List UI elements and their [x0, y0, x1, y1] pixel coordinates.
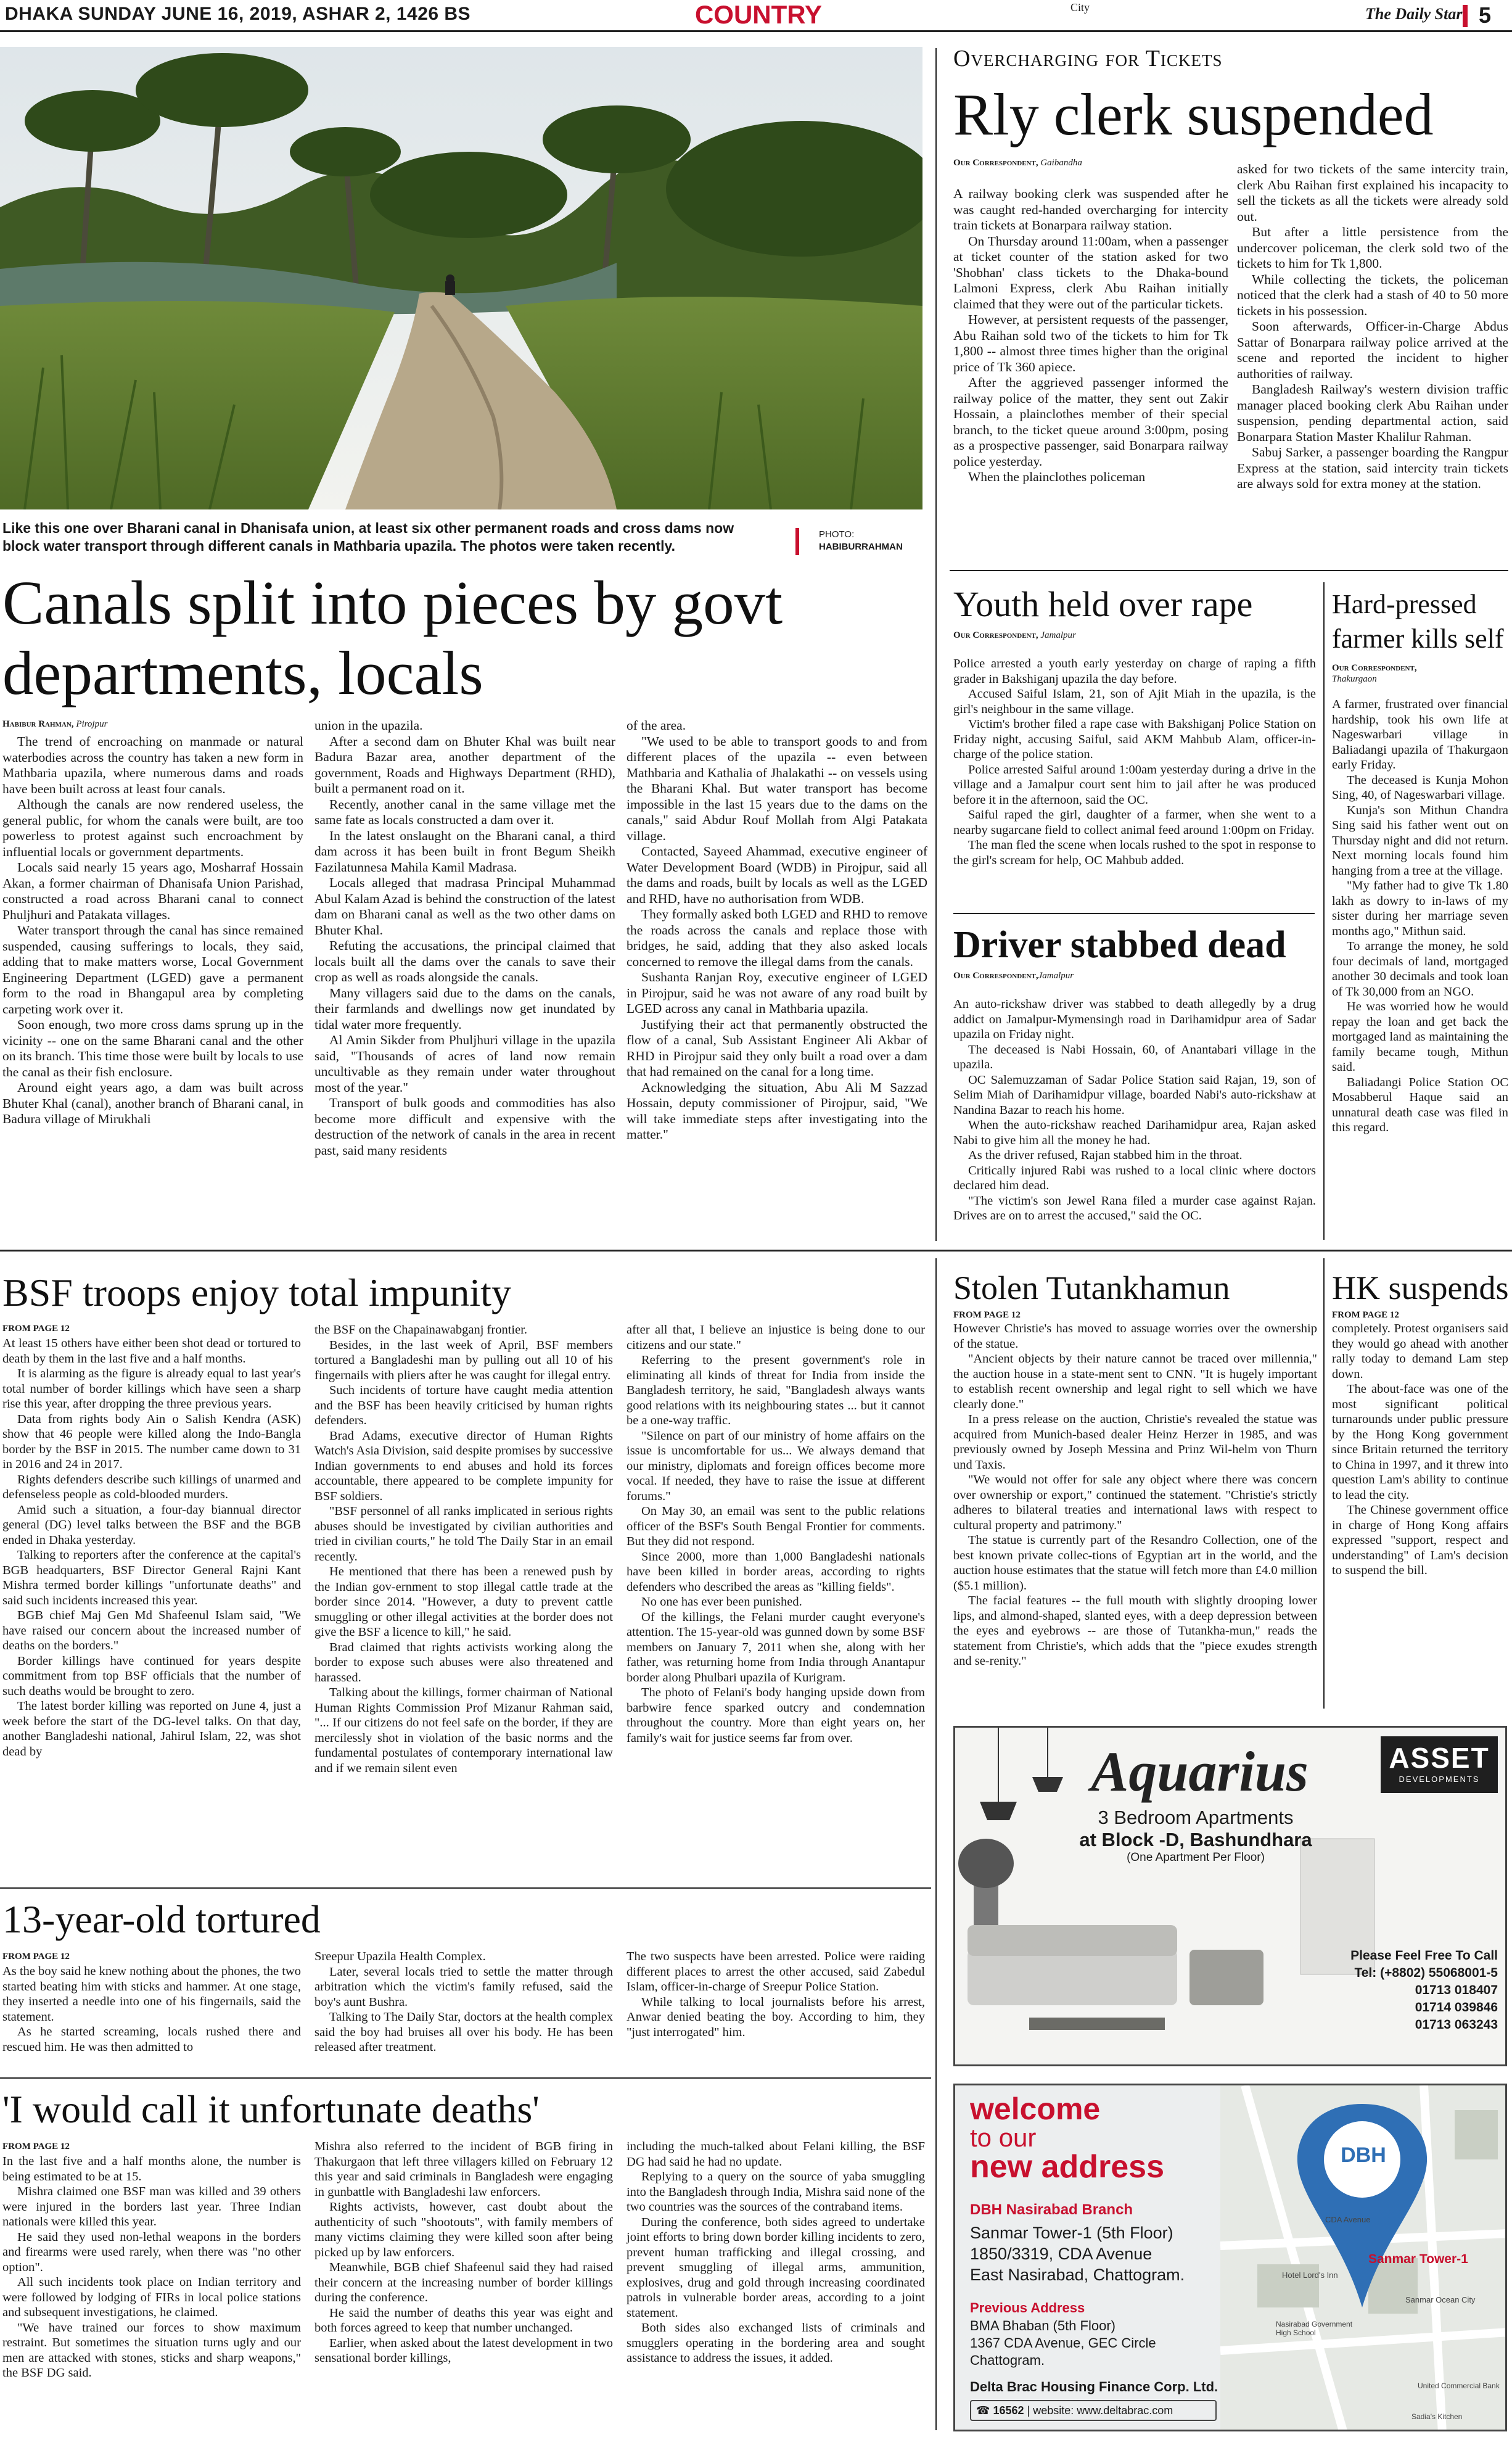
rly-col2	[1237, 162, 1508, 492]
photo-credit-name: HABIBURRAHMAN	[819, 542, 903, 552]
paragraph: Bangladesh Railway's western division traffic manager placed booking clerk Abu Raihan under suspension, pending departmental action, said Bonarpara Station Master Khalilur Rahman.	[1237, 382, 1508, 444]
paragraph: Although the canals are now rendered useless, the general public, for whom the canals were built, are too powerless to protest against such encroachment by influential locals or government departments.	[2, 797, 303, 859]
prev-line: BMA Bhaban (5th Floor)	[970, 2318, 1116, 2333]
aquarius-brand: Aquarius	[1091, 1740, 1309, 1803]
dbh-company: Delta Brac Housing Finance Corp. Ltd.	[970, 2379, 1218, 2394]
map-place: Hotel Lord's Inn	[1282, 2270, 1338, 2280]
map-place: Sanmar Ocean City	[1405, 2295, 1476, 2304]
section-divider	[0, 1887, 931, 1889]
paragraph: Amid such a situation, a four-day biannual director general (DG) level talks between the BSF and the BGB ended in Dhaka yesterday.	[2, 1503, 301, 1547]
call-title: Please Feel Free To Call	[1350, 1948, 1498, 1963]
paragraph: All such incidents took place on Indian territory and were followed by lodging of FIRs in local police stations and subsequent investigations, he claimed.	[2, 2275, 301, 2319]
unfortunate-headline: 'I would call it unfortunate deaths'	[2, 2087, 540, 2131]
asset-logo-text: ASSET	[1389, 1742, 1490, 1774]
paragraph: An auto-rickshaw driver was stabbed to death allegedly by a drug addict on Jamalpur-Mymensingh road in Darihamidpur area of Sadar upazila on Friday night.	[953, 997, 1316, 1041]
paragraph: After the aggrieved passenger informed the railway police of the matter, they sent out Zakir Hossain, a plainclothes member of their special branch, to the ticket queue around 3:00pm, posing as a prospective passenger, said Bonarpara railway police yesterday.	[953, 375, 1228, 469]
paragraph: Replying to a query on the source of yaba smuggling into the Bangladesh through India, Mishra said none of the two countries was the sources of the contraband items.	[627, 2170, 925, 2214]
paragraph: Meanwhile, BGB chief Shafeenul said they had raised their concern at the increasing number of border killings during the conference.	[314, 2261, 613, 2304]
paragraph: However, at persistent requests of the passenger, Abu Raihan sold two of the tickets to him for Tk 1,800 -- almost three times higher than the original price of Tk 360 apiece.	[953, 312, 1228, 374]
paragraph: He was worried how he would repay the loan and get back the mortgaged land as maintaining the family became tough, Mithun said.	[1332, 1000, 1508, 1074]
paragraph: Soon enough, two more cross dams sprung up in the vicinity -- one on the same Bharani canal and the other on its branch. This time those were built by locals to use the canal as their fish enclosure.	[2, 1017, 303, 1079]
unfortunate-col2	[314, 2139, 613, 2366]
unfortunate-col3	[627, 2139, 925, 2366]
unfortunate-col1	[2, 2154, 301, 2381]
paragraph: Water transport through the canal has since remained suspended, causing sufferings to locals, they said, adding that to make matters worse, Local Government Engineering Department (LGED) gave a permanent form to the road in Bhangapul area by completing carpeting work over it.	[2, 923, 303, 1016]
paragraph: the BSF on the Chapainawabganj frontier.	[314, 1323, 528, 1337]
paragraph: union in the upazila.	[314, 718, 423, 733]
paragraph: "The victim's son Jewel Rana filed a murder case against Rajan. Drives are on to arrest the accused," said the OC.	[953, 1194, 1316, 1223]
tortured-col1	[2, 1964, 301, 2055]
map-place: United Commercial Bank	[1418, 2381, 1500, 2390]
ad-aquarius[interactable]	[953, 1726, 1507, 2066]
paragraph: Justifying their act that permanently obstructed the flow of a canal, Sub Assistant Engineer Ali Akbar of RHD in Pirojpur said they only built a road over a dam that had remained on the canal for a long time.	[627, 1016, 927, 1079]
paragraph: It is alarming as the figure is already equal to last year's total number of border killings which have seen a sharp rise this year, after dropping the three previous years.	[2, 1367, 301, 1411]
youth-headline: Youth held over rape	[953, 584, 1253, 624]
dbh-new-address: new address	[970, 2149, 1165, 2185]
hk-headline: HK suspends	[1332, 1269, 1509, 1306]
paragraph: Earlier, when asked about the latest development in two sensational border killings,	[314, 2336, 613, 2365]
paragraph: Recently, another canal in the same village met the same fate as locals constructed a dam over it.	[314, 796, 615, 827]
paragraph: of the area.	[627, 718, 686, 733]
paragraph: Both sides also exchanged lists of criminals and smugglers operating in the bordering area and sought assistance to address the issues, it added.	[627, 2321, 925, 2365]
tortured-from: FROM PAGE 12	[2, 1952, 70, 1961]
paragraph: Kunja's son Mithun Chandra Sing said his father went out on Thursday night and did not return. Next morning locals found him hanging from a tree at the village.	[1332, 803, 1508, 878]
paragraph: A railway booking clerk was suspended after he was caught red-handed overcharging for intercity train tickets at Bonarpara railway station.	[953, 186, 1228, 233]
paragraph: Saiful raped the girl, daughter of a farmer, when she went to a nearby sugarcane field to collect animal feed around 1:00pm on Friday.	[953, 808, 1316, 837]
section-divider	[953, 913, 1315, 914]
masthead	[0, 0, 1512, 32]
tortured-col3	[627, 1949, 925, 2040]
paragraph: Later, several locals tried to settle the matter through arbitration which the victim's family refused, said the boy's aunt Bushra.	[314, 1965, 613, 2009]
paragraph: Mishra claimed one BSF man was killed and 39 others were injured in the borders last year. Three Indian nationals were killed this year.	[2, 2185, 301, 2229]
farmer-byline: Our Correspondent, Thakurgaon	[1332, 663, 1417, 684]
paragraph: Talking to The Daily Star, doctors at the health complex said the boy had bruises all over his body. He has been released after treatment.	[314, 2010, 613, 2054]
dbh-new-address-lines	[970, 2222, 1185, 2285]
paragraph: In a press release on the auction, Christie's revealed the statue was acquired from Munich-based dealer Heinz Herzer in 1985, and was previously owned by Joseph Messina and Prinz Wil-helm von Thurn und Taxis.	[953, 1412, 1317, 1472]
paragraph: When the plainclothes policeman	[968, 469, 1146, 484]
rly-byline: Our Correspondent, Gaibandha	[953, 158, 1082, 168]
aquarius-contact	[1263, 1947, 1498, 2034]
paragraph: But after a little persistence from the undercover policeman, the clerk sold two of the tickets to him for Tk 1,800.	[1237, 225, 1508, 271]
paragraph: "We used to be able to transport goods to and from different places of the upazila -- even between Mathbaria and Kathalia of Jhalakathi -- on vessels using the Bharani Khal. But water transport has become impossible in the last 15 years due to the dams on the canals," said Abdur Rouf Mollah from Algi Patakata village.	[627, 733, 927, 843]
prev-line: 1367 CDA Avenue, GEC Circle	[970, 2335, 1156, 2351]
paragraph: Rights defenders describe such killings of unarmed and defenseless people as cold-blooded murders.	[2, 1472, 301, 1501]
paragraph: Brad Adams, executive director of Human Rights Watch's Asia Division, said despite promises by successive Indian governments to end abuses and hold its forces accountable, there appeared to be complete impunity for BSF soldiers.	[314, 1429, 613, 1503]
aquarius-line3: (One Apartment Per Floor)	[1127, 1851, 1265, 1864]
paragraph: He said the number of deaths this year was eight and both forces agreed to keep that number unchanged.	[314, 2306, 613, 2335]
photo-credit-label: PHOTO:	[819, 529, 855, 540]
phone-2: 01714 039846	[1415, 2000, 1498, 2014]
dbh-phone: 16562	[993, 2404, 1024, 2417]
paragraph: In the latest onslaught on the Bharani canal, a third dam across it has been built in front Begum Sheikh Fazilatunnesa Mahila Kamil Madrasa.	[314, 828, 615, 875]
paragraph: On Thursday around 11:00am, when a passenger at ticket counter of the station asked for two 'Shobhan' class tickets to the Dhaka-bound Lalmoni Express, clerk Abu Raihan initially claimed that they were out of the particular tickets.	[953, 233, 1228, 311]
section-label: COUNTRY	[694, 0, 823, 29]
paragraph: Soon afterwards, Officer-in-Charge Abdus Sattar of Bonarpara railway police arrived at the scene and reported the incident to higher authorities of railway.	[1237, 319, 1508, 381]
paragraph: Talking to reporters after the conference at the capital's BGB headquarters, BSF Director General Rajni Kant Mishra termed border killings "unfortunate deaths" and said such incidents increased this year.	[2, 1548, 301, 1607]
section-divider	[0, 2077, 931, 2079]
page-number: 5	[1479, 2, 1492, 28]
paragraph: Victim's brother filed a rape case with Bakshiganj Police Station on Friday night, accusing Saiful, said AKM Mahbub Alam, officer-in-charge of the police station.	[953, 717, 1316, 761]
bsf-from: FROM PAGE 12	[2, 1324, 70, 1334]
farmer-headline: Hard-pressed farmer kills self	[1332, 589, 1504, 654]
dbh-welcome: welcome	[970, 2092, 1101, 2126]
paragraph: He mentioned that there has been a renewed push by the Indian gov-ernment to stop illegal cattle trade at the border since 2014. "However, a duty to prevent cattle smuggling or other illegal activities at the border does not give the BSF a licence to kill," he said.	[314, 1565, 613, 1639]
phone-1: 01713 018407	[1415, 1983, 1498, 1997]
aquarius-line1: 3 Bedroom Apartments	[1098, 1807, 1294, 1828]
paragraph: Police arrested Saiful around 1:00am yesterday during a drive in the village and a Jamalpur court sent him to jail after he was produced before it in the afternoon, said the OC.	[953, 762, 1316, 807]
column-rule	[1323, 1258, 1325, 1709]
paragraph: Locals alleged that madrasa Principal Muhammad Abul Kalam Azad is behind the construction of the latest dam on Bharani canal as well as the two other dams on Bhuter Khal.	[314, 875, 615, 938]
phone-3: 01713 063243	[1415, 2018, 1498, 2032]
paragraph: Many villagers said due to the dams on the canals, their farmlands and dwellings now get inundated by tidal water more frequently.	[314, 985, 615, 1032]
farmer-body	[1332, 697, 1508, 1136]
paragraph: Police arrested a youth early yesterday on charge of raping a fifth grader in Bakshiganj upazila the day before.	[953, 657, 1316, 686]
paragraph: Al Amin Sikder from Phuljhuri village in the upazila said, "Thousands of acres of land now remain uncultivable as they remain under water throughout most of the year."	[314, 1033, 615, 1095]
paragraph: The photo of Felani's body hanging upside down from barbwire fence sparked outcry and condemnation throughout the country. More than eight years on, her family's wait for justice seems far from over.	[627, 1686, 925, 1745]
canals-col3	[627, 718, 927, 1143]
asset-logo	[1381, 1736, 1498, 1793]
canals-headline: Canals split into pieces by govt departments, locals	[2, 568, 783, 707]
paragraph: The deceased is Kunja Mohon Sing, 40, of Nageswarbari village.	[1332, 773, 1508, 802]
paragraph: The latest border killing was reported on June 4, just a week before the start of the DG-level talks. On that day, another Bangladeshi national, Jahirul Islam, 22, was shot dead by	[2, 1699, 301, 1759]
youth-byline: Our Correspondent, Jamalpur	[953, 630, 1076, 640]
paragraph: When the auto-rickshaw reached Darihamidpur area, Rajan asked Nabi to give him all the money he had.	[953, 1118, 1316, 1147]
paragraph: after all that, I believe an injustice is being done to our citizens and our state."	[627, 1323, 925, 1352]
hk-body	[1332, 1321, 1508, 1578]
bsf-headline: BSF troops enjoy total impunity	[2, 1271, 511, 1314]
paragraph: The man fled the scene when locals rushed to the spot in response to the girl's scream for help, OC Mahbub added.	[953, 838, 1316, 867]
paragraph: They formally asked both LGED and RHD to remove the roads across the canals and replace those with bridges, he said, adding that they also asked locals concerned to remove the illegal dams from the canals.	[627, 907, 927, 969]
paragraph: Referring to the present government's role in eliminating all kinds of threat for India from inside the Bangladesh territory, he said, "Bangladesh always wants good relations with its neighbouring states ... but it cannot be a one-way traffic.	[627, 1353, 925, 1427]
paragraph: Transport of bulk goods and commodities has also become more difficult and expensive with the destruction of the network of canals in the area in recent past, said many residents	[314, 1095, 615, 1158]
paragraph: To arrange the money, he sold four decimals of land, mortgaged another 30 decimals and took loan of Tk 30,000 from an NGO.	[1332, 939, 1508, 999]
paragraph: Around eight years ago, a dam was built across Bhuter Khal (canal), another branch of Bharani canal, in Badura village of Mirukhali	[2, 1080, 303, 1126]
paragraph: Refuting the accusations, the principal claimed that locals built all the dams over the canals to save their crop as well as roads alongside the canals.	[314, 938, 615, 984]
stolen-from: FROM PAGE 12	[953, 1310, 1021, 1320]
dateline: DHAKA SUNDAY JUNE 16, 2019, ASHAR 2, 1426 BS	[5, 4, 471, 24]
dbh-website: website: www.deltabrac.com	[1033, 2404, 1173, 2417]
paragraph: The facial features -- the full mouth with slightly drooping lower lips, and almond-shaped, slanted eyes, with a deep depression between the eyes and eyebrows -- are those of Tutankha-mun," reads the statement from Christie's, which adds that the "piece exudes strength and se-renity."	[953, 1594, 1317, 1668]
paragraph: The two suspects have been arrested. Police were raiding different places to arrest the other accused, said Zabedul Islam, officer-in-charge of Sreepur Police Station.	[627, 1950, 925, 1994]
paragraph: Sabuj Sarker, a passenger boarding the Rangpur Express at the station, said intercity train tickets are always sold for extra money at the station.	[1237, 445, 1508, 491]
paragraph: The Chinese government office in charge of Hong Kong affairs expressed "support, respect and understanding" of Lam's decision to suspend the bill.	[1332, 1503, 1508, 1577]
paragraph: Acknowledging the situation, Abu Ali M Sazzad Hossain, deputy commissioner of Pirojpur, said, "We will take immediate steps after investigating into the matter."	[627, 1079, 927, 1142]
paragraph: BGB chief Maj Gen Md Shafeenul Islam said, "We have raised our concern about the increased number of deaths on the borders."	[2, 1609, 301, 1652]
paragraph: While collecting the tickets, the policeman noticed that the clerk had a stash of 40 to 50 more tickets in his possession.	[1237, 271, 1508, 318]
driver-byline: Our Correspondent,Jamalpur	[953, 971, 1074, 981]
canals-col2	[314, 718, 615, 1158]
youth-body	[953, 656, 1316, 868]
paragraph: While talking to local journalists before his arrest, Anwar denied beating the boy. According to him, they "just interrogated" him.	[627, 1995, 925, 2039]
paragraph: On May 30, an email was sent to the public relations officer of the BSF's South Bengal Frontier for comments. But they did not respond.	[627, 1504, 925, 1548]
paragraph: Talking about the killings, former chairman of National Human Rights Commission Prof Mizanur Rahman said, "... If our citizens do not feel safe on the border, if they are mercilessly shot in violation of the basic norms and the fundamental postulates of contemporary international law and if we remain silent even	[314, 1686, 613, 1775]
driver-body	[953, 997, 1316, 1224]
section-divider	[0, 1250, 1512, 1251]
dbh-contact-bar: ☎ 16562 | website: www.deltabrac.com	[970, 2400, 1217, 2421]
paragraph: As he started screaming, locals rushed there and rescued him. He was then admitted to	[2, 2025, 301, 2054]
paragraph: Rights activists, however, cast doubt about the authenticity of such "shootouts", with family members of many victims claiming they were killed soon after being picked up by law enforcers.	[314, 2200, 613, 2259]
bsf-col3	[627, 1322, 925, 1746]
column-rule	[935, 1258, 937, 2430]
dbh-to-our: to our	[970, 2123, 1037, 2152]
paragraph: A farmer, frustrated over financial hardship, took his own life at Nageswarbari village in Baliadangi upazila of Thakurgaon early Friday.	[1332, 698, 1508, 772]
paragraph: After a second dam on Bhuter Khal was built near Badura Bazar area, another department of the government, Roads and Highways Department (RHD), built a permanent road on it.	[314, 733, 615, 796]
paragraph: "BSF personnel of all ranks implicated in serious rights abuses should be investigated by civilian authorities and tried in civilian courts," he told The Daily Star in an email recently.	[314, 1504, 613, 1564]
paragraph: Accused Saiful Islam, 21, son of Ajit Miah in the upazila, is the girl's neighbour in the same village.	[953, 687, 1316, 716]
dbh-pin-logo: DBH	[1341, 2143, 1386, 2167]
map-place: CDA Avenue	[1325, 2215, 1371, 2224]
paragraph: completely. Protest organisers said they would go ahead with another rally today to demand Lam step down.	[1332, 1322, 1508, 1381]
canals-col1	[2, 734, 303, 1128]
paragraph: Contacted, Sayeed Ahammad, executive engineer of Water Development Board (WDB) in Pirojpur, said all the dams and roads, built by locals as well as the LGED and RHD, have no authorisation from WDB.	[627, 844, 927, 906]
paragraph: Besides, in the last week of April, BSF members tortured a Bangladeshi man by pulling out all 10 of his fingernails with pliers after he was caught for illegal entry.	[314, 1338, 613, 1382]
canal-road-photo	[0, 47, 922, 509]
map-place: Nasirabad Government High School	[1276, 2320, 1353, 2337]
paragraph: "We would not offer for sale any object where there was concern over ownership or export," continued the statement. "Christie's strictly adheres to bilateral treaties and international laws with respect to cultural property and patrimony."	[953, 1473, 1317, 1532]
bsf-col2	[314, 1322, 613, 1776]
paragraph: Mishra also referred to the incident of BGB firing in Thakurgaon that left three villagers killed on February 12 this year and said criminals in Bangladesh were engaging in gunbattle with Bangladeshi law enforcers.	[314, 2140, 613, 2199]
column-rule	[1323, 582, 1325, 1240]
section-divider	[950, 570, 1508, 571]
addr-line: East Nasirabad, Chattogram.	[970, 2266, 1185, 2284]
ad-dbh[interactable]	[953, 2084, 1507, 2431]
paragraph: "We have trained our forces to show maximum restraint. But sometimes the situation turns ugly and our men are attacked with stones, sticks and sharp weapons," the BSF DG said.	[2, 2320, 301, 2380]
subsection-label: City	[1070, 1, 1090, 14]
paragraph: Baliadangi Police Station OC Mosabberul Haque said an unnatural death case was filed in this regard.	[1332, 1075, 1508, 1134]
prev-line: Chattogram.	[970, 2352, 1045, 2368]
paragraph: Of the killings, the Felani murder caught everyone's attention. The 15-year-old was gunned down by some BSF members on January 7, 2011 when she, along with her father, was returning home from India through Anantapur border along Phulbari upazila of Kurigram.	[627, 1610, 925, 1684]
paragraph: Sushanta Ranjan Roy, executive engineer of LGED in Pirojpur, said he was not aware of any road built by LGED across any canal in Mathbaria upazila.	[627, 970, 927, 1016]
unfortunate-from: FROM PAGE 12	[2, 2142, 70, 2151]
dbh-prev-lines	[970, 2317, 1156, 2369]
paragraph: However Christie's has moved to assuage worries over the ownership of the statue.	[953, 1322, 1317, 1351]
rly-kicker: Overcharging for Tickets	[953, 46, 1223, 72]
paragraph: including the much-talked about Felani killing, the BSF DG had said he had no update.	[627, 2140, 925, 2169]
asset-logo-sub: DEVELOPMENTS	[1399, 1775, 1480, 1784]
credit-marker	[795, 528, 799, 555]
canals-byline: Habibur Rahman, Pirojpur	[2, 719, 108, 729]
paragraph: The about-face was one of the most significant political turnarounds under public pressure by the Hong Kong government since Britain returned the territory to China in 1997, and it threw into question Lam's ability to continue to lead the city.	[1332, 1382, 1508, 1502]
paragraph: "My father had to give Tk 1.80 lakh as dowry to in-laws of my sister during her marriage seven months ago," Mithun said.	[1332, 879, 1508, 938]
paragraph: During the conference, both sides agreed to undertake joint efforts to bring down border killing incidents to zero, prevent human trafficking and illegal crossing, and prevent smuggling of illegal arms, ammunition, explosives, drug and gold through increasing coordinated patrols in vulnerable border areas, according to a joint statement.	[627, 2215, 925, 2320]
paragraph: asked for two tickets of the same intercity train, clerk Abu Raihan first explained his incapacity to sell the tickets as all the tickets were already sold out.	[1237, 162, 1508, 224]
paragraph: "Ancient objects by their nature cannot be traced over millennia," the auction house in a state-ment sent to CNN. "It is hugely important to establish recent ownership and legal right to sell which we have clearly done."	[953, 1352, 1317, 1411]
rly-headline: Rly clerk suspended	[953, 81, 1434, 147]
paragraph: Since 2000, more than 1,000 Bangladeshi nationals have been killed in border areas, according to rights defenders who described the areas as "killing fields".	[627, 1549, 925, 1594]
addr-line: Sanmar Tower-1 (5th Floor)	[970, 2224, 1173, 2242]
stolen-body	[953, 1321, 1317, 1669]
paragraph: The deceased is Nabi Hossain, 60, of Anantabari village in the upazila.	[953, 1042, 1316, 1071]
newspaper-logo: The Daily Star	[1365, 5, 1463, 23]
phone-icon: ☎	[976, 2404, 990, 2417]
paragraph: The statue is currently part of the Resandro Collection, one of the best known private collec-tions of Egyptian art in the world, and the auction house estimates that the statue will fetch more than £4.0 million ($5.1 million).	[953, 1533, 1317, 1593]
paragraph: Such incidents of torture have caught media attention and the BSF has been heavily criticised by human rights defenders.	[314, 1383, 613, 1427]
paragraph: Border killings have continued for years despite commitment from top BSF officials that the number of such deaths would be brought to zero.	[2, 1654, 301, 1698]
paragraph: He said they used non-lethal weapons in the borders and firearms were used rarely, when there was "no other option".	[2, 2230, 301, 2274]
paragraph: Sreepur Upazila Health Complex.	[314, 1950, 486, 1963]
paragraph: OC Salemuzzaman of Sadar Police Station said Rajan, 19, son of Selim Miah of Darihamidpur village, boarded Nabi's auto-rickshaw at Nandina Bazar to reach his home.	[953, 1073, 1316, 1117]
photo-caption: Like this one over Bharani canal in Dhanisafa union, at least six other permanent roads and cross dams now block water transport through different canals in Mathbaria upazila. The photos were taken recently.	[2, 520, 734, 554]
paragraph: Data from rights body Ain o Salish Kendra (ASK) show that 46 people were killed along the Indo-Bangla border by the BSF in 2015. The number came down to 31 in 2016 and 24 in 2017.	[2, 1412, 301, 1471]
stolen-headline: Stolen Tutankhamun	[953, 1269, 1230, 1306]
hk-from: FROM PAGE 12	[1332, 1310, 1399, 1320]
paragraph: As the boy said he knew nothing about the phones, the two started beating him with sticks and hammer. At one stage, they inserted a needle into one of his fingernails, said the statement.	[2, 1965, 301, 2024]
bsf-col1	[2, 1336, 301, 1759]
paragraph: Brad claimed that rights activists working along the border to expose such abuses were also threatened and harassed.	[314, 1640, 613, 1684]
paragraph: "Silence on part of our ministry of home affairs on the issue is uncomfortable for us... We always demand that our ministry, diplomats and foreign offices become more vocal. If needed, they have to raise the issue at different forums."	[627, 1429, 925, 1503]
driver-headline: Driver stabbed dead	[953, 924, 1286, 966]
map-sanmar-label: Sanmar Tower-1	[1368, 2252, 1468, 2266]
map-place: Sadia's Kitchen	[1411, 2412, 1463, 2421]
paragraph: Critically injured Rabi was rushed to a local clinic where doctors declared him dead.	[953, 1163, 1316, 1192]
rly-col1	[953, 186, 1228, 485]
tortured-headline: 13-year-old tortured	[2, 1897, 321, 1941]
dbh-prev-label: Previous Address	[970, 2300, 1085, 2315]
dbh-branch: DBH Nasirabad Branch	[970, 2201, 1133, 2218]
page-marker-bar	[1463, 5, 1468, 27]
column-rule	[935, 48, 937, 1241]
paragraph: No one has ever been punished.	[641, 1595, 802, 1609]
paragraph: In the last five and a half months alone, the number is being estimated to be at 15.	[2, 2155, 301, 2183]
paragraph: The trend of encroaching on manmade or natural waterbodies across the country has taken a new form in Mathbaria upazila, where numerous dams and roads have been built across at least four canals.	[2, 734, 303, 796]
aquarius-line2: at Block -D, Bashundhara	[1079, 1829, 1312, 1850]
paragraph: At least 15 others have either been shot dead or tortured to death by them in the last five and a half months.	[2, 1337, 301, 1366]
paragraph: Locals said nearly 15 years ago, Mosharraf Hossain Akan, a former chairman of Dhanisafa Union Parishad, constructed a road across Bharani canal to connect Phuljhuri and Patakata villages.	[2, 860, 303, 922]
tel: Tel: (+8802) 55068001-5	[1354, 1966, 1498, 1980]
tortured-col2	[314, 1949, 613, 2055]
addr-line: 1850/3319, CDA Avenue	[970, 2245, 1152, 2263]
paragraph: As the driver refused, Rajan stabbed him in the throat.	[968, 1148, 1243, 1162]
